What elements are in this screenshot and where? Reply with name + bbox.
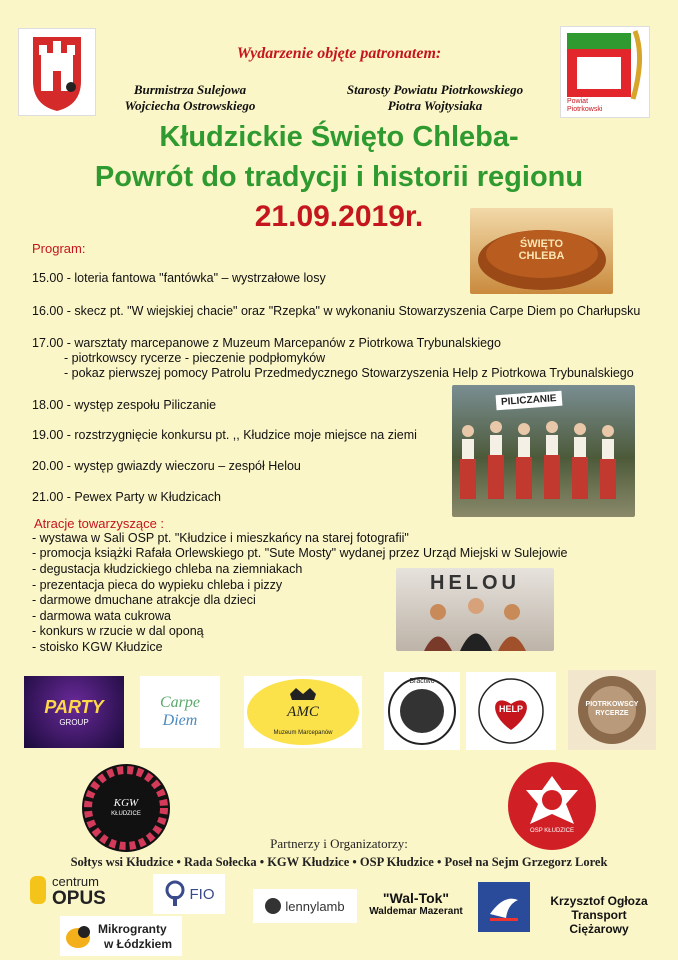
muzeum-logo-mono: AMC [287, 704, 319, 720]
rycerze-logo-line1: PIOTRKOWSCY [585, 701, 639, 708]
mikro-line1: Mikrogranty [98, 922, 167, 936]
attraction-item: - prezentacja pieca do wypieku chleba i pizzy [32, 578, 283, 592]
program-item: 15.00 - loteria fantowa "fantówka" – wystrzałowe losy [32, 271, 326, 285]
patron-starosta-line2: Piotra Wojtysiaka [387, 98, 483, 113]
attraction-item: - darmowa wata cukrowa [32, 609, 171, 623]
attraction-item: - konkurs w rzucie w dal oponą [32, 624, 204, 638]
party-logo-sub: GROUP [59, 718, 89, 727]
lennylamb-logo [253, 889, 357, 923]
bread-lettering-line1: ŚWIĘTO [519, 238, 564, 250]
powiat-piotrkowski-logo [560, 26, 650, 118]
centrum-text: centrum [52, 874, 99, 889]
help-logo-text: HELP [498, 704, 523, 714]
stork-logo [478, 882, 530, 932]
attraction-item: - wystawa w Sali OSP pt. "Kłudzice i mieszkańcy na starej fotografii" [32, 531, 409, 545]
mikrogranty-logo [60, 916, 182, 956]
waltok-owner: Waldemar Mazerant [369, 906, 463, 917]
partners-line: Sołtys wsi Kłudzice • Rada Sołecka • KGW Kłudzice • OSP Kłudzice • Poseł na Sejm Grzegorz Lorek [70, 855, 608, 869]
patron-starosta [315, 82, 555, 114]
program-item: - piotrkowscy rycerze - pieczenie podpłomyków [64, 351, 326, 365]
lennylamb-text: lennylamb [285, 898, 345, 914]
helou-photo [396, 568, 554, 651]
bread-lettering [470, 238, 613, 262]
event-date: 21.09.2019r. [254, 200, 424, 233]
program-item: 18.00 - występ zespołu Piliczanie [32, 398, 217, 412]
bractwo-logo-text: Bractwo [409, 678, 435, 685]
kgw-logo-line2: KŁUDZICE [111, 811, 141, 817]
program-item: 16.00 - skecz pt. "W wiejskiej chacie" oraz "Rzepka" w wykonaniu Stowarzyszenia Carpe Diem po Charłupsku [32, 304, 641, 318]
powiat-logo-line2: Piotrkowski [567, 106, 603, 113]
carpe-logo-line2: Diem [162, 712, 198, 729]
opus-icon [30, 876, 46, 904]
patron-starosta-line1: Starosty Powiatu Piotrkowskiego [346, 82, 524, 97]
powiat-logo-line1: Powiat [567, 98, 589, 105]
kgw-logo-text [80, 798, 172, 820]
waltok-logo [362, 890, 470, 917]
attractions-label: Atracje towarzyszące : [34, 516, 165, 531]
carpe-logo-line1: Carpe [160, 694, 200, 711]
waltok-name: "Wal-Tok" [382, 890, 450, 906]
rycerze-logo-line2: RYCERZE [595, 710, 629, 717]
attraction-item: - degustacja kłudzickiego chleba na ziemniakach [32, 562, 303, 576]
ogloza-name: Krzysztof Ogłoza [550, 894, 648, 908]
piotrkowscy-rycerze-logo [568, 670, 656, 750]
osp-logo-text: OSP KŁUDZICE [530, 828, 574, 834]
partners-label: Partnerzy i Organizatorzy: [270, 836, 408, 851]
bractwo-logo [384, 672, 460, 750]
bread-photo [470, 208, 613, 294]
attraction-item: - promocja książki Rafała Orlewskiego pt. "Sute Mosty" wydanej przez Urząd Miejski w Sulejowie [32, 546, 568, 560]
event-title-line2: Powrót do tradycji i historii regionu [94, 161, 584, 193]
powiat-logo-text [567, 98, 602, 114]
kgw-logo-line1: KGW [113, 797, 139, 809]
muzeum-marcepanow-logo [244, 676, 362, 748]
centrum-opus-logo [30, 872, 122, 912]
helou-lettering: HELOU [430, 572, 520, 594]
patron-mayor [100, 82, 280, 114]
lennylamb-icon [265, 898, 281, 914]
program-item: - pokaz pierwszej pomocy Patrolu Przedmedycznego Stowarzyszenia Help z Piotrkowa Trybunalskiego [64, 366, 634, 380]
fio-text: FIO [189, 885, 215, 903]
piliczanie-photo [452, 385, 635, 517]
ogloza-logo [540, 894, 658, 936]
attraction-item: - stoisko KGW Kłudzice [32, 640, 163, 654]
bread-lettering-line2: CHLEBA [518, 250, 565, 262]
pewex-party-logo [24, 676, 124, 748]
mikro-line2: w Łódzkiem [104, 937, 173, 951]
muzeum-logo-name: Muzeum Marcepanów [273, 730, 333, 736]
sulejow-coat-of-arms [18, 28, 96, 116]
event-title-line1: Kłudzickie Święto Chleba- [159, 121, 519, 153]
opus-text: OPUS [52, 888, 106, 909]
program-item: 17.00 - warsztaty marcepanowe z Muzeum Marcepanów z Piotrkowa Trybunalskiego [32, 336, 501, 350]
patron-mayor-line2: Wojciecha Ostrowskiego [124, 98, 256, 113]
rycerze-logo-text [568, 700, 656, 718]
program-item: 21.00 - Pewex Party w Kłudzicach [32, 490, 221, 504]
program-label: Program: [32, 241, 86, 256]
carpe-diem-logo [140, 676, 220, 748]
help-logo [466, 672, 556, 750]
party-logo-main: PARTY [44, 697, 104, 717]
fio-logo [153, 874, 225, 914]
ogloza-desc: Transport Ciężarowy [569, 908, 629, 936]
piliczanie-sign: PILICZANIE [496, 391, 562, 411]
program-item: 19.00 - rozstrzygnięcie konkursu pt. ,, Kłudzice moje miejsce na ziemi [32, 428, 417, 442]
patron-mayor-line1: Burmistrza Sulejowa [133, 82, 247, 97]
program-item: 20.00 - występ gwiazdy wieczoru – zespół Helou [32, 459, 301, 473]
attraction-item: - darmowe dmuchane atrakcje dla dzieci [32, 593, 256, 607]
patronage-title: Wydarzenie objęte patronatem: [236, 45, 442, 62]
